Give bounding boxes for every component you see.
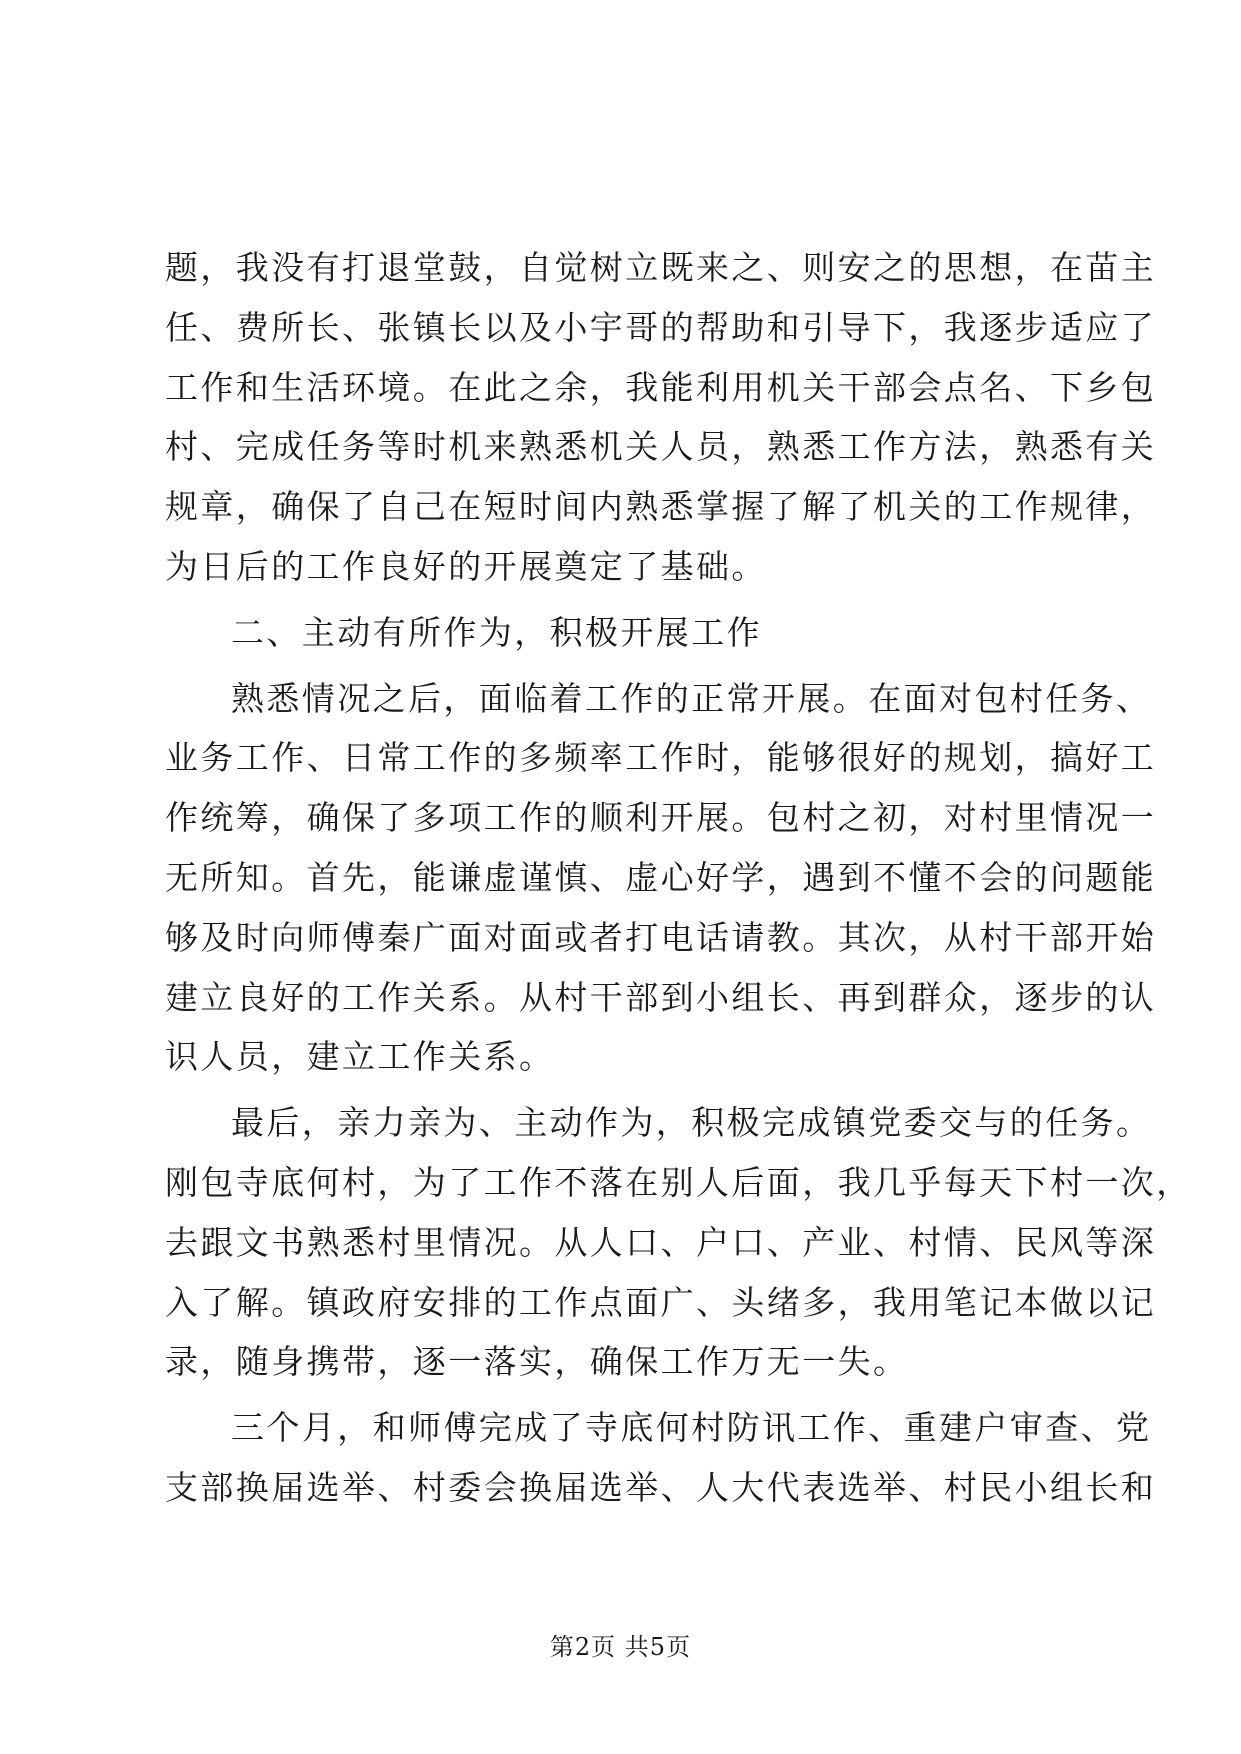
text-line: 支部换届选举、村委会换届选举、人大代表选举、村民小组长和 bbox=[165, 1467, 1157, 1507]
paragraph-4 bbox=[165, 1398, 1157, 1518]
heading-text: 二、主动有所作为，积极开展工作 bbox=[231, 612, 762, 652]
section-heading bbox=[165, 603, 1085, 663]
text-line: 村、完成任务等时机来熟悉机关人员，熟悉工作方法，熟悉有关 bbox=[165, 427, 1157, 467]
paragraph-3 bbox=[165, 1093, 1192, 1392]
page-number-footer: 第2页 共5页 bbox=[549, 1633, 692, 1661]
text-line: 识人员，建立工作关系。 bbox=[165, 1037, 555, 1077]
text-line: 作统筹，确保了多项工作的顺利开展。包村之初，对村里情况一 bbox=[165, 798, 1157, 838]
text-line: 三个月，和师傅完成了寺底何村防讯工作、重建户审查、党 bbox=[231, 1408, 1152, 1448]
text-line: 为日后的工作良好的开展奠定了基础。 bbox=[165, 546, 767, 586]
text-line: 规章，确保了自己在短时间内熟悉掌握了解了机关的工作规律， bbox=[165, 487, 1157, 527]
text-line: 够及时向师傅秦广面对面或者打电话请教。其次，从村干部开始 bbox=[165, 917, 1157, 957]
text-line: 入了解。镇政府安排的工作点面广、头绪多，我用笔记本做以记 bbox=[165, 1282, 1157, 1322]
text-line: 任、费所长、张镇长以及小宇哥的帮助和引导下，我逐步适应了 bbox=[165, 307, 1157, 347]
text-line: 题，我没有打退堂鼓，自觉树立既来之、则安之的思想，在苗主 bbox=[165, 248, 1157, 287]
text-line: 无所知。首先，能谦虚谨慎、虚心好学，遇到不懂不会的问题能 bbox=[165, 857, 1157, 897]
text-line: 业务工作、日常工作的多频率工作时，能够很好的规划，搞好工 bbox=[165, 738, 1157, 778]
text-line: 建立良好的工作关系。从村干部到小组长、再到群众，逐步的认 bbox=[165, 977, 1157, 1017]
text-line: 去跟文书熟悉村里情况。从人口、户口、产业、村情、民风等深 bbox=[165, 1222, 1157, 1262]
text-line: 刚包寺底何村，为了工作不落在别人后面，我几乎每天下村一次， bbox=[165, 1162, 1192, 1202]
paragraph-2 bbox=[165, 669, 1157, 1088]
text-line: 熟悉情况之后，面临着工作的正常开展。在面对包村任务、 bbox=[231, 678, 1152, 718]
paragraph-1 bbox=[165, 238, 1157, 597]
text-line: 工作和生活环境。在此之余，我能利用机关干部会点名、下乡包 bbox=[165, 367, 1157, 407]
text-line: 最后，亲力亲为、主动作为，积极完成镇党委交与的任务。 bbox=[231, 1103, 1152, 1143]
text-line: 录，随身携带，逐一落实，确保工作万无一失。 bbox=[165, 1342, 909, 1382]
body-text bbox=[165, 232, 1192, 1518]
